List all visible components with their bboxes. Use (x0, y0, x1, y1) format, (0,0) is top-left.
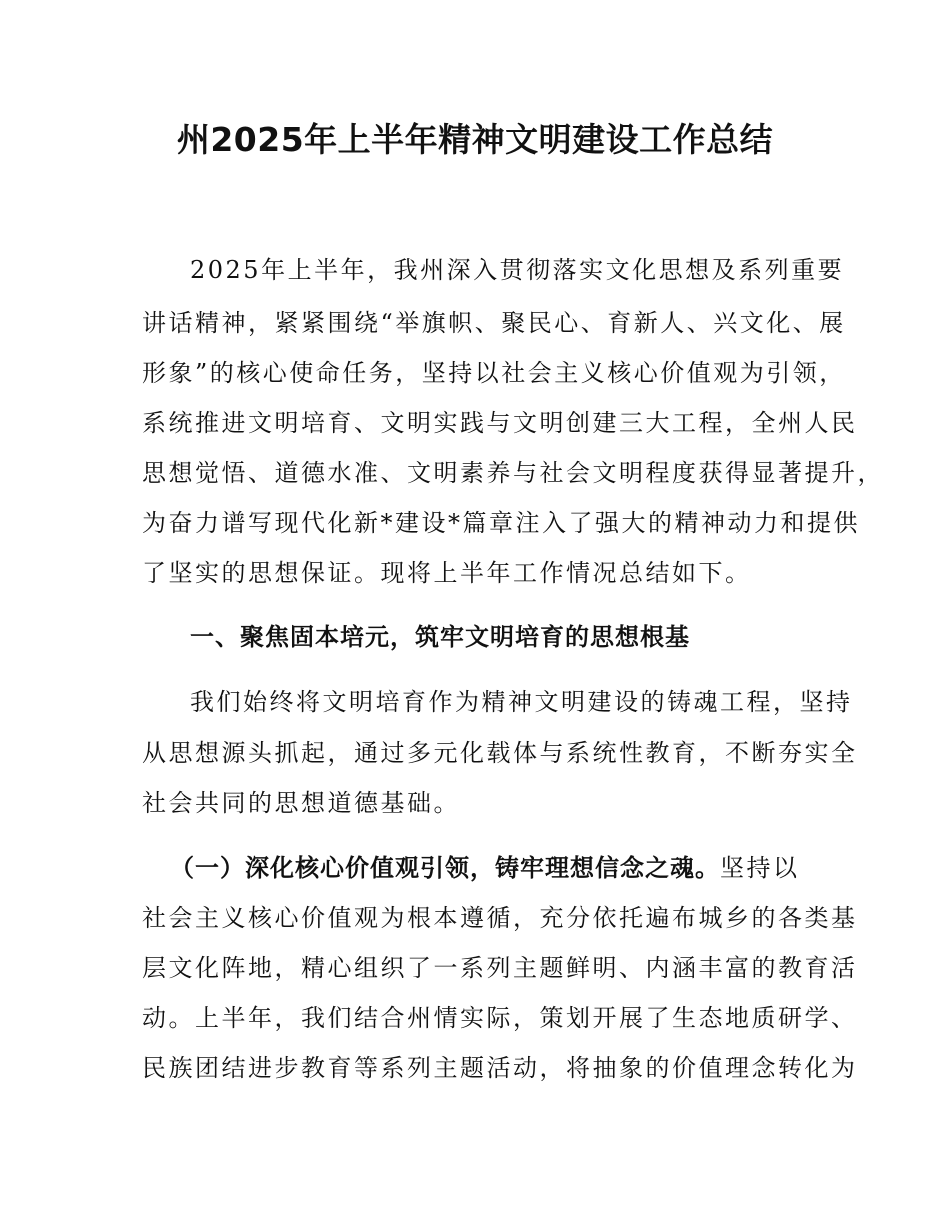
subsection1-lead: （一）深化核心价值观引领，铸牢理想信念之魂。 (170, 854, 720, 882)
subsection1-line-4: 动。上半年，我们结合州情实际，策划开展了生态地质研学、 (142, 1004, 858, 1032)
intro-line-2: 讲话精神，紧紧围绕“举旗帜、聚民心、育新人、兴文化、展 (142, 309, 846, 337)
section1-line-1: 我们始终将文明培育作为精神文明建设的铸魂工程，坚持 (190, 688, 853, 716)
intro-line-3: 形象”的核心使命任务，坚持以社会主义核心价值观为引领， (142, 359, 846, 387)
subsection1-line-5: 民族团结进步教育等系列主题活动，将抽象的价值理念转化为 (142, 1054, 858, 1082)
intro-line-1: 2025年上半年，我州深入贯彻落实文化思想及系列重要 (190, 256, 845, 284)
section1-line-2: 从思想源头抓起，通过多元化载体与系统性教育，不断夯实全 (142, 739, 858, 767)
intro-line-4: 系统推进文明培育、文明实践与文明创建三大工程，全州人民 (142, 409, 858, 437)
subsection1-line-3: 层文化阵地，精心组织了一系列主题鲜明、内涵丰富的教育活 (142, 954, 858, 982)
intro-line-5: 思想觉悟、道德水准、文明素养与社会文明程度获得显著提升， (142, 459, 884, 487)
subsection1-lead-tail: 坚持以 (720, 854, 800, 882)
intro-line-6: 为奋力谱写现代化新*建设*篇章注入了强大的精神动力和提供 (142, 509, 860, 537)
intro-line-7: 了坚实的思想保证。现将上半年工作情况总结如下。 (142, 559, 752, 587)
section-heading-1: 一、聚焦固本培元，筑牢文明培育的思想根基 (190, 623, 690, 651)
section1-line-3: 社会共同的思想道德基础。 (142, 789, 460, 817)
subsection1-line-2: 社会主义核心价值观为根本遵循，充分依托遍布城乡的各类基 (142, 904, 858, 932)
subsection1-line-1 (170, 848, 830, 888)
document-title: 州2025年上半年精神文明建设工作总结 (176, 120, 774, 159)
